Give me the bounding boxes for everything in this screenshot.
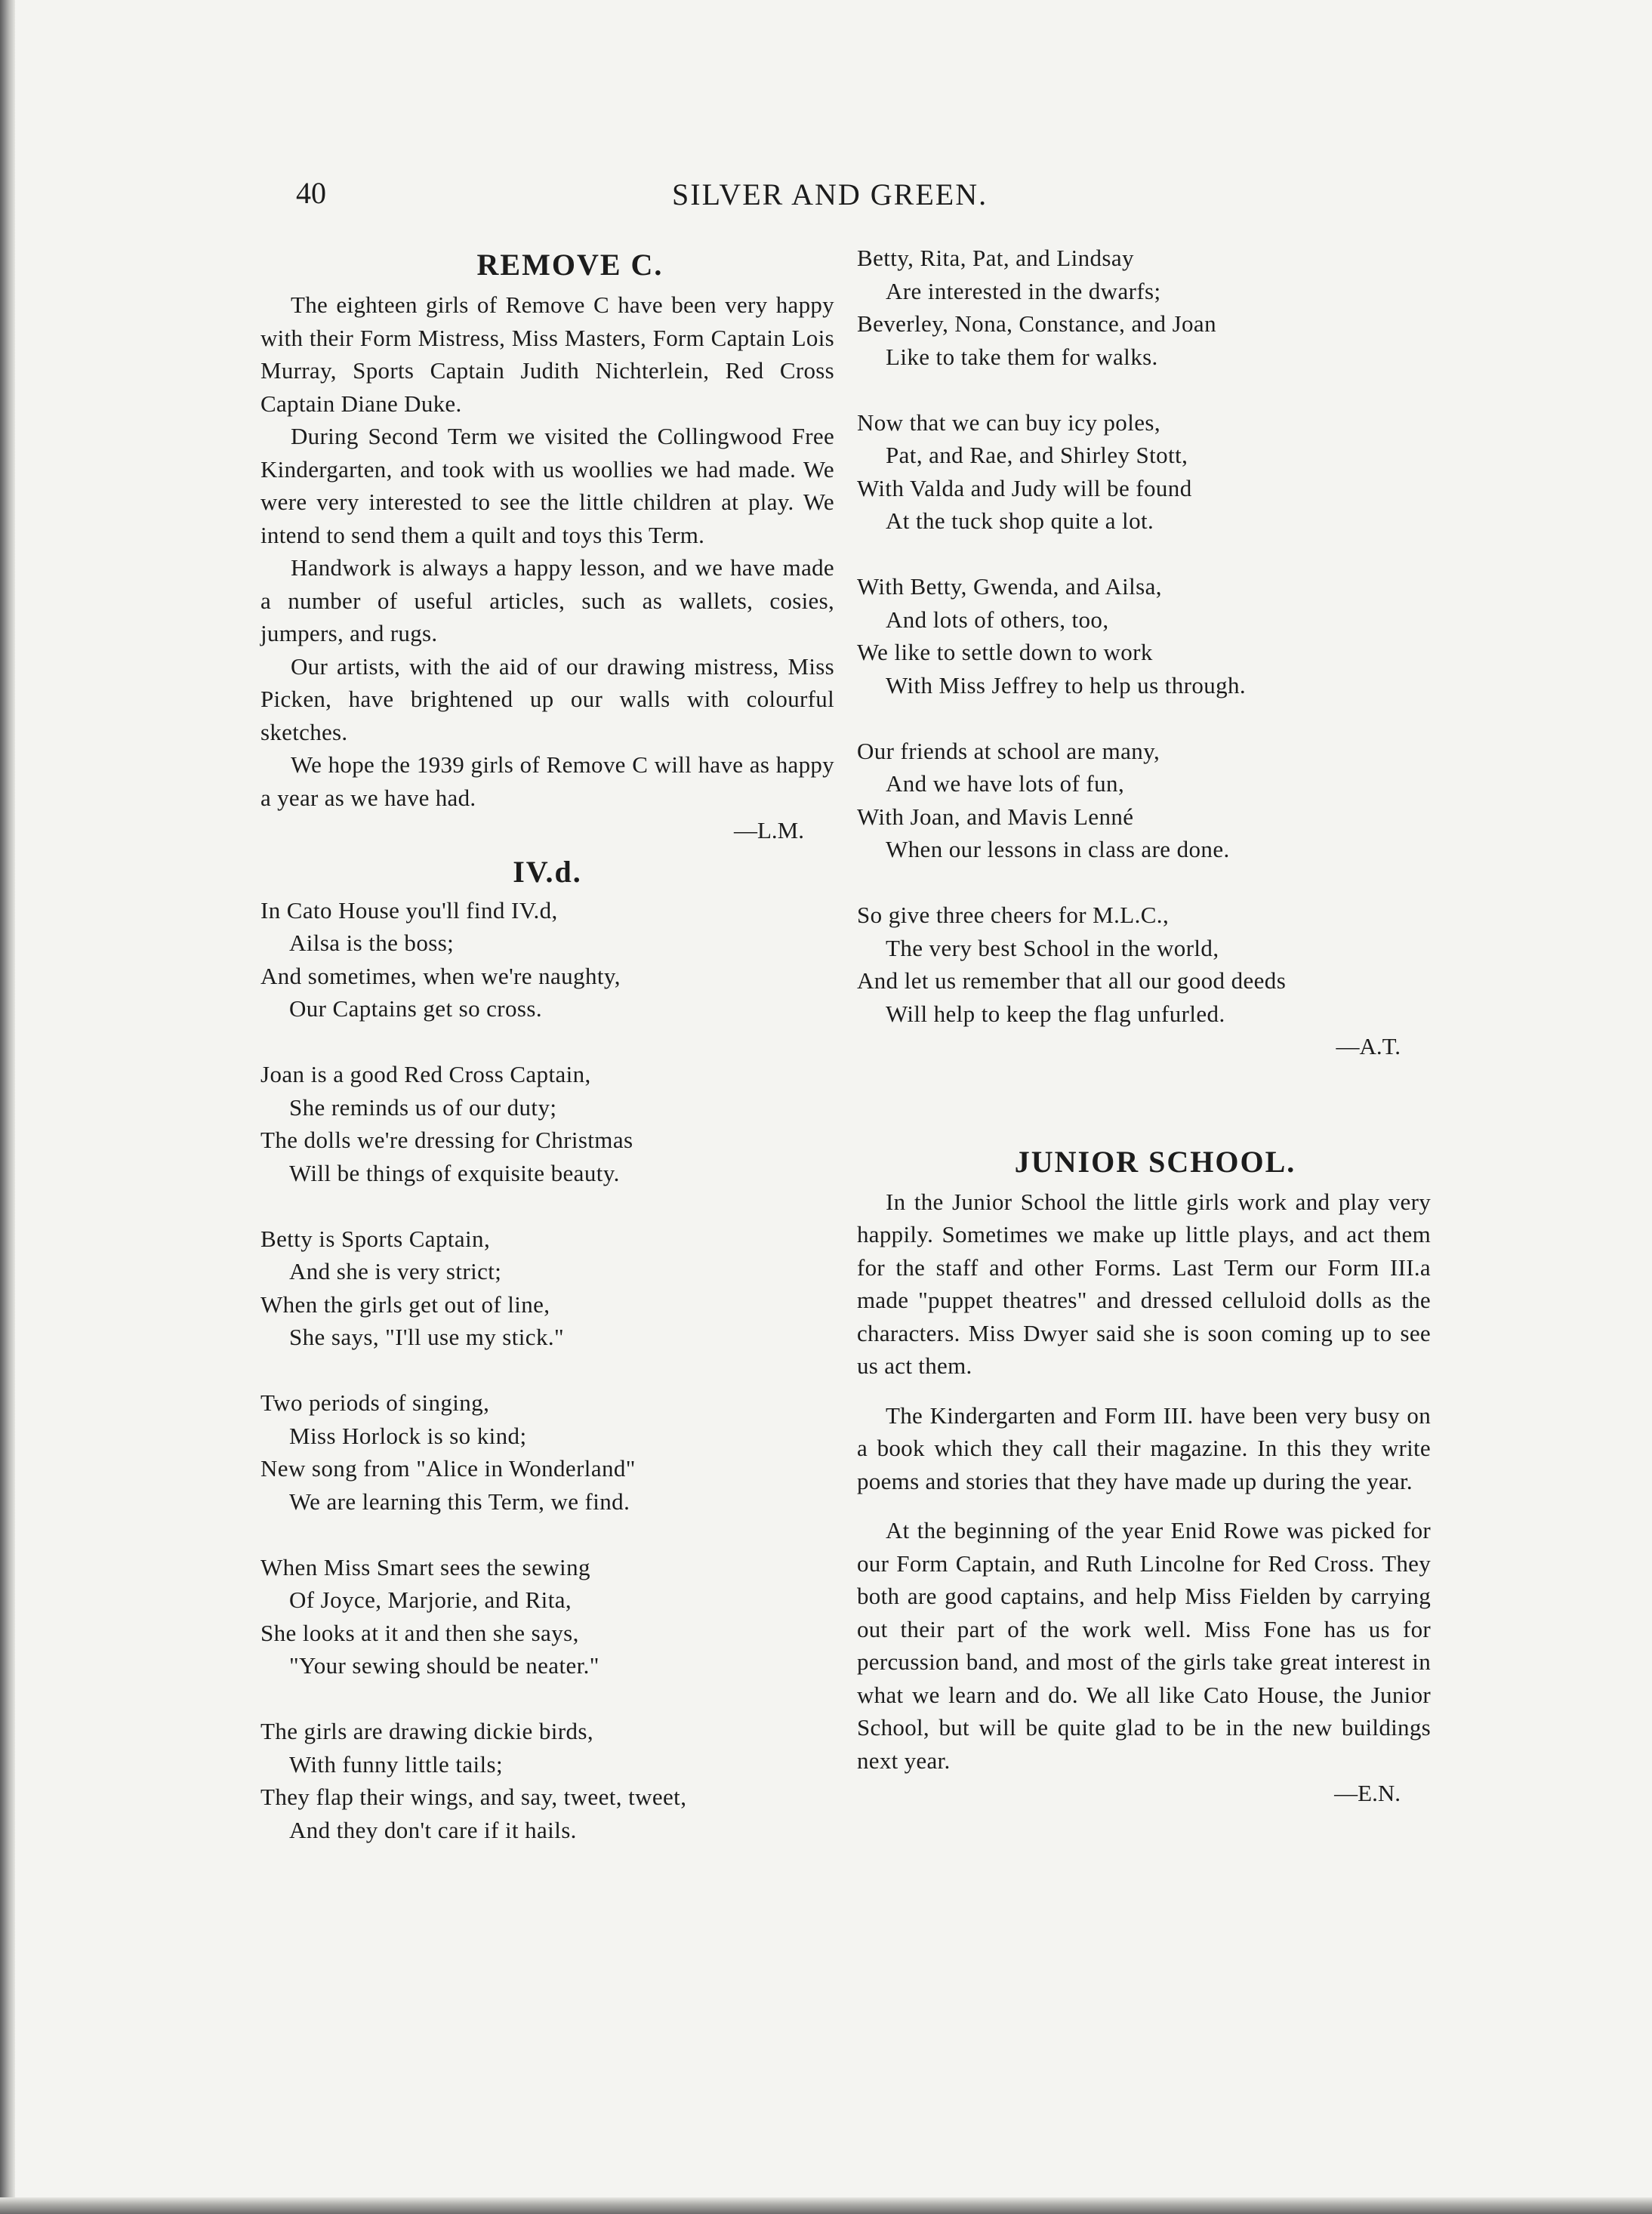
junior-school-paragraph: In the Junior School the little girls work and play very happily. Sometimes we make up little plays, and act them for the staff and other Forms. Last Term our Form III.a made "puppet theatres" and dressed celluloid dolls as the characters. Miss Dwyer said she is soon coming up to see us act them. [857, 1188, 1431, 1379]
poem-line: With Miss Jeffrey to help us through. [886, 671, 1247, 698]
poem-line: With Valda and Judy will be found [857, 474, 1192, 501]
poem-stanza [260, 1058, 834, 1189]
poem-line: With funny little tails; [289, 1750, 504, 1778]
poem-stanza [857, 899, 1431, 1030]
poem-line: We are learning this Term, we find. [289, 1488, 630, 1515]
ivd-poem-part-one [260, 894, 834, 1847]
poem-stanza [857, 406, 1431, 538]
poem-line: New song from "Alice in Wonderland" [260, 1455, 636, 1482]
poem-line: When the girls get out of line, [260, 1290, 550, 1318]
poem-line: And lots of others, too, [886, 606, 1109, 633]
poem-line: Our friends at school are many, [857, 737, 1160, 764]
poem-line: At the tuck shop quite a lot. [886, 507, 1154, 534]
ivd-title: IV.d. [513, 854, 582, 889]
poem-line: Will be things of exquisite beauty. [289, 1159, 620, 1186]
poem-stanza [857, 242, 1431, 373]
poem-line: And let us remember that all our good deeds [857, 967, 1287, 994]
poem-line: Are interested in the dwarfs; [886, 277, 1161, 304]
running-title: SILVER AND GREEN. [672, 177, 988, 211]
poem-line: And sometimes, when we're naughty, [260, 962, 621, 989]
remove-c-paragraph: During Second Term we visited the Collingwood Free Kindergarten, and took with us woollies we had made. We were very interested to see the little children at play. We intend to send them a quilt and toys this Term. [260, 423, 834, 548]
poem-line: We like to settle down to work [857, 639, 1153, 665]
poem-line: And we have lots of fun, [886, 770, 1125, 797]
poem-line: Like to take them for walks. [886, 343, 1158, 370]
poem-line: She reminds us of our duty; [289, 1093, 557, 1121]
junior-school-paragraph: At the beginning of the year Enid Rowe was picked for our Form Captain, and Ruth Lincolne for Red Cross. They both are good captains, and help Miss Fielden by carrying out their part of the work well. Miss Fone has us for percussion band, and most of the girls take great interest in what we learn and do. We all like Cato House, the Junior School, but will be quite glad to be in the new buildings next year. [857, 1517, 1431, 1774]
poem-line: She looks at it and then she says, [260, 1619, 579, 1646]
junior-school-signature: —E.N. [1334, 1780, 1401, 1806]
poem-line: When our lessons in class are done. [886, 836, 1230, 862]
poem-line: Two periods of singing, [260, 1389, 490, 1416]
remove-c-body [260, 288, 834, 814]
poem-line: The girls are drawing dickie birds, [260, 1718, 593, 1744]
poem-line: So give three cheers for M.L.C., [857, 902, 1170, 928]
page-binding-shadow [0, 0, 15, 2214]
junior-school-paragraph: The Kindergarten and Form III. have been very busy on a book which they call their magazine. In this they write poems and stories that they have made up during the year. [857, 1401, 1431, 1494]
poem-line: The dolls we're dressing for Christmas [260, 1127, 633, 1153]
poem-line: Now that we can buy icy poles, [857, 409, 1160, 436]
junior-school-body [857, 1186, 1431, 1778]
poem-line: Will help to keep the flag unfurled. [886, 1000, 1225, 1027]
right-column [857, 242, 1431, 1810]
ivd-signature: —A.T. [1336, 1033, 1401, 1059]
poem-stanza [857, 735, 1431, 866]
poem-line: Joan is a good Red Cross Captain, [260, 1061, 591, 1087]
poem-line: "Your sewing should be neater." [289, 1652, 599, 1679]
poem-line: When Miss Smart sees the sewing [260, 1553, 590, 1580]
poem-line: Betty, Rita, Pat, and Lindsay [857, 245, 1134, 271]
poem-stanza [260, 894, 834, 1025]
poem-line: They flap their wings, and say, tweet, tweet, [260, 1784, 687, 1810]
poem-stanza [260, 1715, 834, 1846]
remove-c-title: REMOVE C. [476, 248, 664, 282]
remove-c-paragraph: Our artists, with the aid of our drawing mistress, Miss Picken, have brightened up our walls with colourful sketches. [260, 652, 834, 745]
poem-line: Betty is Sports Captain, [260, 1225, 491, 1252]
poem-line: And they don't care if it hails. [289, 1816, 577, 1843]
poem-line: She says, "I'll use my stick." [289, 1324, 565, 1350]
poem-line: With Joan, and Mavis Lenné [857, 803, 1134, 830]
page-number: 40 [296, 176, 326, 210]
poem-line: Of Joyce, Marjorie, and Rita, [289, 1586, 572, 1613]
poem-line: Miss Horlock is so kind; [289, 1422, 527, 1449]
remove-c-paragraph: Handwork is always a happy lesson, and we have made a number of useful articles, such as wallets, cosies, jumpers, and rugs. [260, 554, 834, 646]
poem-stanza [260, 1386, 834, 1518]
poem-line: The very best School in the world, [886, 934, 1219, 961]
poem-stanza [857, 570, 1431, 702]
poem-stanza [260, 1551, 834, 1682]
poem-line: Beverley, Nona, Constance, and Joan [857, 310, 1216, 337]
poem-line: Pat, and Rae, and Shirley Stott, [886, 442, 1188, 468]
poem-stanza [260, 1223, 834, 1354]
junior-school-title: JUNIOR SCHOOL. [1014, 1144, 1296, 1179]
poem-line: In Cato House you'll find IV.d, [260, 896, 558, 924]
ivd-poem-part-two [857, 242, 1431, 1063]
poem-line: Ailsa is the boss; [289, 930, 455, 956]
remove-c-signature: —L.M. [734, 817, 804, 843]
poem-line: And she is very strict; [289, 1258, 502, 1284]
left-column [260, 242, 834, 1846]
poem-line: Our Captains get so cross. [289, 995, 542, 1022]
page-bottom-edge [0, 2197, 1652, 2214]
remove-c-paragraph: The eighteen girls of Remove C have been very happy with their Form Mistress, Miss Masters, Form Captain Lois Murray, Sports Captain Judith Nichterlein, Red Cross Captain Diane Duke. [260, 291, 834, 417]
remove-c-paragraph: We hope the 1939 girls of Remove C will have as happy a year as we have had. [260, 751, 834, 811]
poem-line: With Betty, Gwenda, and Ailsa, [857, 573, 1162, 600]
